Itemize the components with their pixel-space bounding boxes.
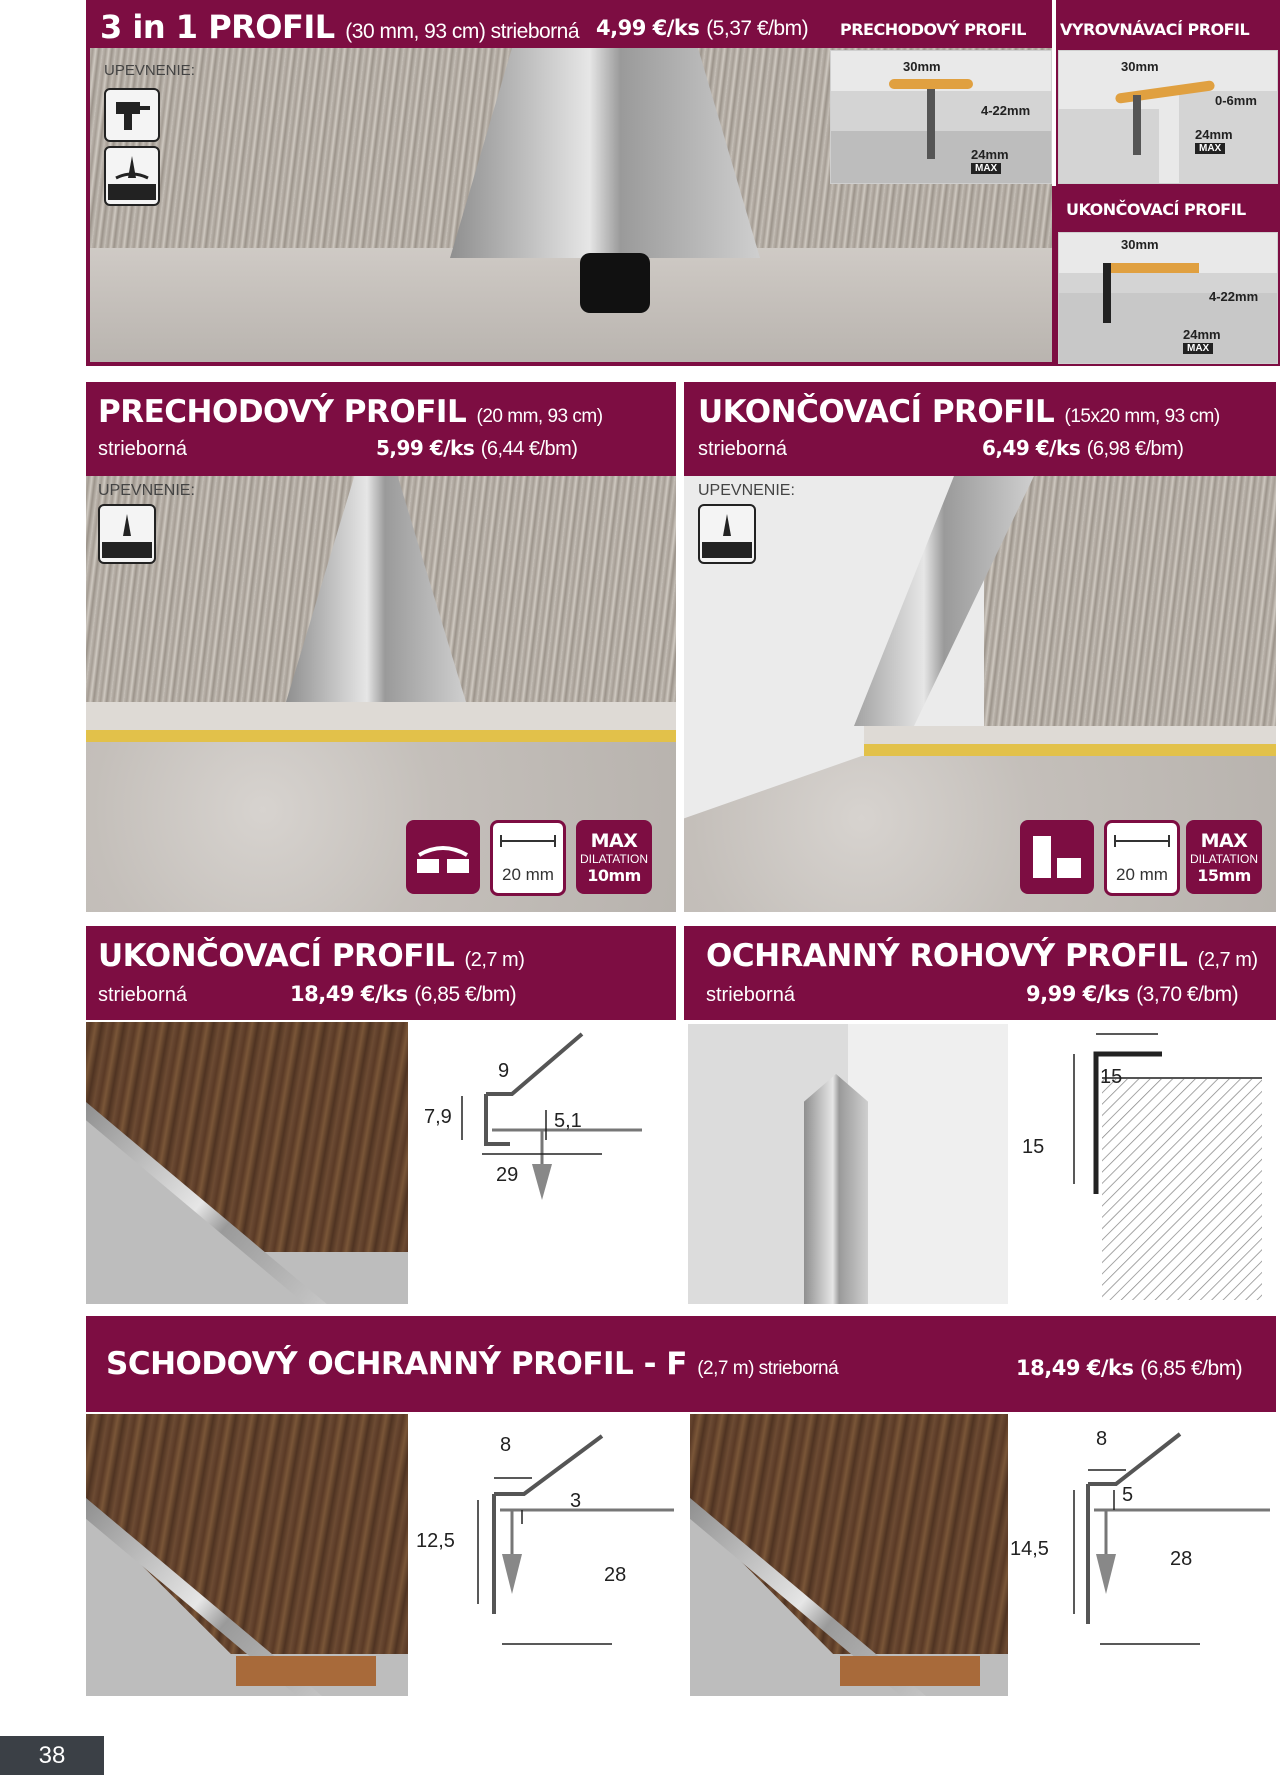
dim-label: 5 [1122, 1484, 1134, 1506]
color-label: strieborná [98, 984, 187, 1006]
width-label: 20 mm [1116, 865, 1168, 884]
color-label: strieborná [706, 984, 795, 1006]
page-number-badge [0, 1736, 104, 1775]
dim-label: 4-22mm [1209, 289, 1259, 304]
section-title: UKONČOVACÍ PROFIL (15x20 mm, 93 cm) [698, 394, 1220, 430]
dim-label: 24mm [1183, 327, 1221, 342]
width-label: 20 mm [502, 865, 554, 884]
dim-label: 28 [604, 1564, 627, 1586]
tab-ukoncovaci: UKONČOVACÍ PROFIL [1066, 200, 1246, 219]
fixing-label: UPEVNENIE: [98, 482, 195, 499]
dilatation-label: DILATATION [1189, 851, 1258, 866]
dim-label: 4-22mm [981, 103, 1031, 118]
dim-label: 7,9 [424, 1106, 452, 1128]
dim-label: 12,5 [416, 1530, 455, 1552]
max-badge: MAX [971, 163, 1001, 174]
click-fix-icon [98, 504, 156, 564]
color-label: strieborná [698, 438, 787, 460]
section-title: SCHODOVÝ OCHRANNÝ PROFIL - F (2,7 m) strieborná [106, 1346, 839, 1382]
dim-label: 9 [498, 1060, 510, 1082]
dim-label: 30mm [903, 59, 941, 74]
dimension-drawing-rohovy [1012, 1024, 1276, 1300]
max-label: MAX [1200, 829, 1248, 852]
max-label: MAX [590, 829, 638, 852]
dim-label: 15 [1100, 1066, 1123, 1088]
width-badge [490, 820, 566, 896]
dilatation-value: 15mm [1197, 865, 1251, 885]
price-label: 18,49 €/ks (6,85 €/bm) [290, 982, 517, 1006]
price-label: 18,49 €/ks (6,85 €/bm) [1016, 1356, 1243, 1380]
section-title: OCHRANNÝ ROHOVÝ PROFIL (2,7 m) [706, 938, 1258, 974]
dim-label: 30mm [1121, 59, 1159, 74]
dimension-drawing-ukoncovaci [412, 1024, 676, 1300]
dim-label: 14,5 [1010, 1538, 1049, 1560]
drill-icon [104, 88, 160, 142]
click-fix-icon [698, 504, 756, 564]
dim-label: 15 [1022, 1136, 1045, 1158]
dim-label: 3 [570, 1490, 582, 1512]
tab-prechodovy: PRECHODOVÝ PROFIL [840, 20, 1026, 39]
fixing-label: UPEVNENIE: [698, 482, 795, 499]
click-fix-icon [104, 146, 160, 206]
price-label: 4,99 €/ks (5,37 €/bm) [596, 16, 809, 40]
dilatation-value: 10mm [587, 865, 641, 885]
product-photo-schodovy-left [86, 1414, 408, 1696]
dim-label: 8 [500, 1434, 512, 1456]
tab-divider [1052, 0, 1056, 186]
dim-label: 28 [1170, 1548, 1193, 1570]
section-title: UKONČOVACÍ PROFIL (2,7 m) [98, 938, 525, 974]
price-label: 5,99 €/ks (6,44 €/bm) [376, 436, 578, 460]
dim-label: 0-6mm [1215, 93, 1257, 108]
dilatation-badge [576, 820, 652, 894]
transition-shape-icon [406, 820, 480, 894]
diagram-prechodovy [830, 50, 1052, 184]
dim-label: 5,1 [554, 1110, 582, 1132]
page-number: 38 [38, 1741, 66, 1769]
end-shape-icon [1020, 820, 1094, 894]
section-title: 3 in 1 PROFIL (30 mm, 93 cm) strieborná [100, 8, 580, 46]
dim-label: 24mm [971, 147, 1009, 162]
width-badge [1104, 820, 1180, 896]
product-photo-ukoncovaci-27 [86, 1022, 408, 1304]
product-photo-schodovy-right [690, 1414, 1008, 1696]
dimension-drawing-schodovy-left [412, 1414, 676, 1694]
max-badge: MAX [1183, 343, 1213, 354]
diagram-ukoncovaci [1058, 232, 1278, 364]
price-label: 9,99 €/ks (3,70 €/bm) [1026, 982, 1239, 1006]
section-title: PRECHODOVÝ PROFIL (20 mm, 93 cm) [98, 394, 603, 430]
tab-vyrovnavaci: VYROVNÁVACÍ PROFIL [1060, 20, 1250, 39]
fixing-label: UPEVNENIE: [104, 62, 195, 79]
color-label: strieborná [98, 438, 187, 460]
dim-label: 24mm [1195, 127, 1233, 142]
dilatation-label: DILATATION [579, 851, 648, 866]
dim-label: 30mm [1121, 237, 1159, 252]
dim-label: 8 [1096, 1428, 1108, 1450]
product-photo-rohovy [688, 1024, 1008, 1304]
dilatation-badge [1186, 820, 1262, 894]
max-badge: MAX [1195, 143, 1225, 154]
price-label: 6,49 €/ks (6,98 €/bm) [982, 436, 1184, 460]
dim-label: 29 [496, 1164, 519, 1186]
diagram-vyrovnavaci [1058, 50, 1278, 184]
dimension-drawing-schodovy-right [1010, 1414, 1276, 1694]
